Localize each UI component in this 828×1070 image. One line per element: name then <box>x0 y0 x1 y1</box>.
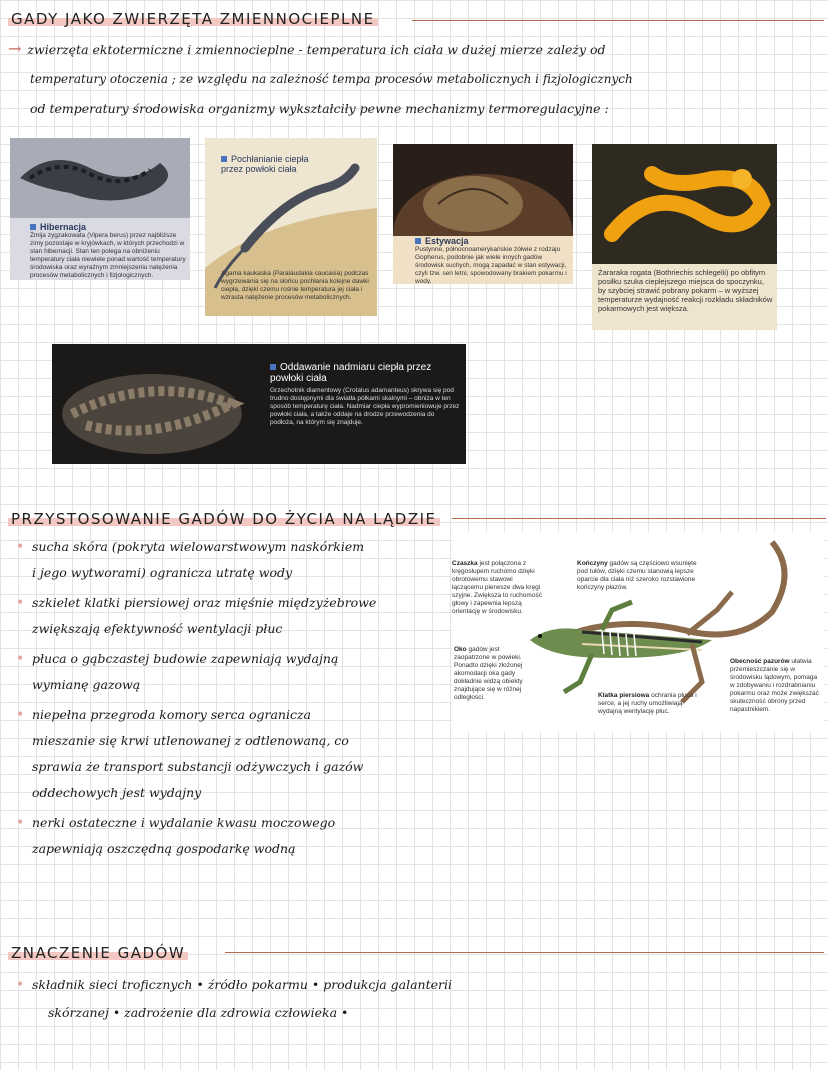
section1-title: GADY JAKO ZWIERZĘTA ZMIENNOCIEPLNE <box>8 10 378 28</box>
photo-heat-absorption <box>205 138 377 316</box>
bullet-icon: • <box>16 651 25 667</box>
heat-release-title: Oddawanie nadmiaru ciepła przez powłoki ciała <box>270 362 460 384</box>
lizard-anatomy-figure <box>452 532 824 732</box>
label-limbs: Kończyny gadów są częściowo wsunięte pod tułów, dzięki czemu stanowią lepsze oparcie dla ciała niż szeroko rozstawione kończyny płazów. <box>577 560 697 591</box>
adaptation-item-4: • niepełna przegroda komory serca ogranicza mieszanie się krwi utlenowanej z odtlenowaną, co sprawia że transport substancji odżywczych i gazów oddechowych jest wydajny <box>32 702 452 806</box>
label-skull: Czaszka jest połączona z kręgosłupem ruchomo dzięki obrotowemu stawowi łączącemu pierwsze dwa kręgi szyjne. Zwiększa to ruchomość głowy i zapewnia lepszą orientację w środowisku. <box>452 560 542 615</box>
bullet-icon: • <box>16 595 25 611</box>
intro-line-2: temperatury otoczenia ; ze względu na zależność tempa procesów metabolicznych i fizjologicznych <box>30 72 633 86</box>
adaptation-item-3: • płuca o gąbczastej budowie zapewniają wydajną wymianę gazową <box>32 646 452 698</box>
adaptation-item-5: • nerki ostateczne i wydalanie kwasu moczowego zapewniają oszczędną gospodarkę wodną <box>32 810 452 862</box>
intro-line-3: od temperatury środowiska organizmy wykształciły pewne mechanizmy termoregulacyjne : <box>30 101 609 116</box>
estivation-text: Pustynne, północnoamerykańskie żółwie z rodzaju Gopherus, podobnie jak wiele innych gadów środowisk suchych, mogą zapadać w stan estywacji, czyli tzw. sen letni, spowodowany brakiem pokarmu i wody. <box>415 246 567 284</box>
section1-rule <box>412 20 824 21</box>
bullet-icon: • <box>16 815 25 831</box>
arrow-right-icon: → <box>8 39 22 58</box>
photo-estivation <box>393 144 573 284</box>
section3-rule <box>225 952 824 953</box>
heat-absorption-title: Pochłanianie ciepła przez powłoki ciała <box>221 154 331 174</box>
label-claws: Obecność pazurów ułatwia przemieszczanie się w środowisku lądowym, pomaga w zdobywaniu i rozdrabnianiu pokarmu oraz może zwiększać skuteczność obrony przed napastnikiem. <box>730 658 819 713</box>
bullet-icon: • <box>16 707 25 723</box>
significance-line-1: • składnik sieci troficznych • źródło pokarmu • produkcja galanterii <box>32 972 452 998</box>
eyelash-viper-text: Żararaka rogata (Bothriechis schlegelii) po obfitym posiłku szuka cieplejszego miejsca do spoczynku, by szybciej strawić pobrany pokarm – w wyższej temperaturze wydajność reakcji rozkładu składników pokarmowych jest większa. <box>598 268 773 313</box>
viper-image <box>10 138 190 218</box>
significance-line-2: skórzanej • zadrożenie dla zdrowia człowieka • <box>48 1005 349 1020</box>
heat-release-text: Grzechotnik diamentowy (Crotalus adamanteus) skrywa się pod trudno dostępnymi dla światła półkami skalnymi – obniża w ten sposób temperaturę ciała. Nadmiar ciepła wypromieniowuje przez powłoki ciała, a także oddaje na drodze przewodzenia do podłoża, na którym się znajduje. <box>270 387 460 426</box>
adaptation-item-1: • sucha skóra (pokryta wielowarstwowym naskórkiem i jego wytworami) ogranicza utratę wody <box>32 534 452 586</box>
eyelash-viper-image <box>592 144 777 264</box>
section2-title: PRZYSTOSOWANIE GADÓW DO ŻYCIA NA LĄDZIE <box>8 510 440 528</box>
adaptation-item-2: • szkielet klatki piersiowej oraz mięśnie międzyżebrowe zwiększają efektywność wentylacji płuc <box>32 590 452 642</box>
heat-absorption-text: Agama kaukaska (Paralaudakia caucasia) podczas wygrzewania się na słońcu pochłania kolejne dawki ciepła, dzięki czemu rośnie temperatura jej ciała i wzrasta natężenie procesów metabolicznych. <box>221 270 369 301</box>
section2-rule <box>452 518 826 519</box>
estivation-title: Estywacja <box>415 236 567 246</box>
rattlesnake-image <box>52 344 262 464</box>
hibernation-title: Hibernacja <box>30 222 186 232</box>
label-eye: Oko gadów jest zaopatrzone w powieki. Ponadto dzięki złożonej akomodacji oka gady dokładnie widzą obiekty znajdujące się w różnej odległości. <box>454 646 523 701</box>
intro-line-1: → zwierzęta ektotermiczne i zmiennocieplne - temperatura ich ciała w dużej mierze zależy od <box>8 39 606 58</box>
bullet-icon: • <box>16 539 25 555</box>
adaptations-list <box>16 534 452 862</box>
photo-heat-release <box>52 344 466 464</box>
photo-eyelash-viper <box>592 144 777 330</box>
bullet-icon: • <box>16 977 25 993</box>
hibernation-text: Żmija zygzakowata (Vipera berus) przez najbliższe zimy pozostaje w kryjówkach, w których przechodzi w stan hibernacji. Stan ten polega na obniżeniu temperatury ciała niewiele ponad wartość temperatury środowiska oraz wyraźnym zmniejszeniu natężenia procesów metabolicznych i fizjologicznych. <box>30 232 186 279</box>
section1-heading <box>8 10 378 28</box>
label-ribcage: Klatka piersiowa ochrania płuca i serce, a jej ruchy umożliwiają wydajną wentylację płuc. <box>598 692 697 715</box>
section3-title: ZNACZENIE GADÓW <box>8 944 188 962</box>
section2-heading <box>8 510 440 528</box>
photo-hibernation <box>10 138 190 280</box>
section3-heading <box>8 944 188 962</box>
